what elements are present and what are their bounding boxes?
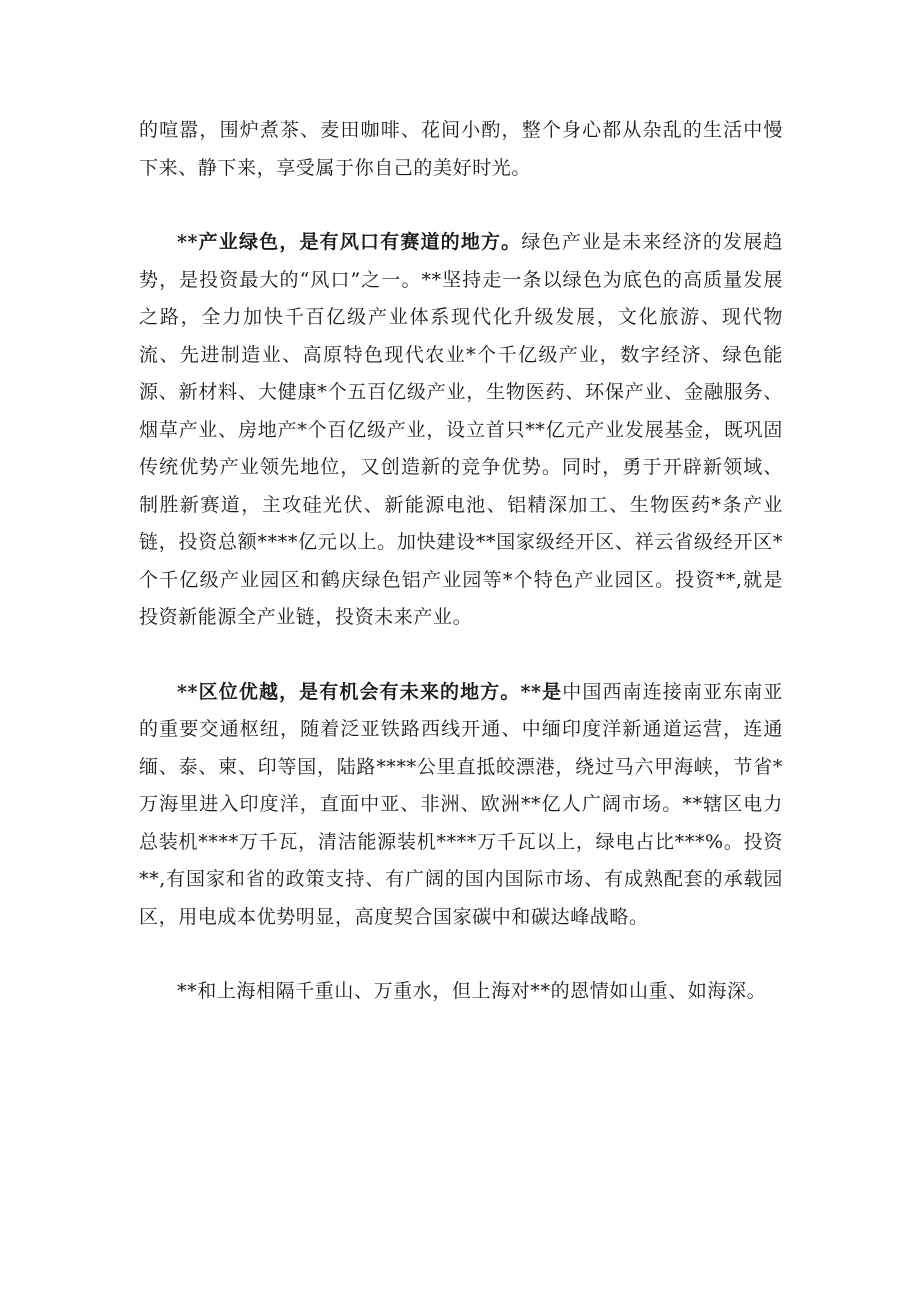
- paragraph-green-industry: [139, 224, 783, 637]
- paragraph-body-green-industry: 绿色产业是未来经济的发展趋势，是投资最大的“风口”之一。**坚持走一条以绿色为底色的高质量发展之路，全力加快千百亿级产业体系现代化升级发展，文化旅游、现代物流、先进制造业、高原特色现代农业*个千亿级产业，数字经济、绿色能源、新材料、大健康*个五百亿级产业，生物医药、环保产业、金融服务、烟草产业、房地产*个百亿级产业，设立首只**亿元产业发展基金，既巩固传统优势产业领先地位，又创造新的竞争优势。同时，勇于开辟新领域、制胜新赛道，主攻硅光伏、新能源电池、铝精深加工、生物医药*条产业链，投资总额****亿元以上。加快建设**国家级经开区、祥云省级经开区*个千亿级产业园区和鹤庆绿色铝产业园等*个特色产业园区。投资**,就是投资新能源全产业链，投资未来产业。: [139, 231, 783, 628]
- paragraph-location: [139, 674, 783, 937]
- paragraph-heading-location: **区位优越，是有机会有未来的地方。**是: [177, 680, 563, 703]
- paragraph-body-location: 中国西南连接南亚东南亚的重要交通枢纽，随着泛亚铁路西线开通、中缅印度洋新通道运营，连通缅、泰、柬、印等国，陆路****公里直抵皎漂港，绕过马六甲海峡，节省*万海里进入印度洋，直面中亚、非洲、欧洲**亿人广阔市场。**辖区电力总装机****万千瓦，清洁能源装机****万千瓦以上，绿电占比***%。投资**,有国家和省的政策支持、有广阔的国内国际市场、有成熟配套的承载园区，用电成本优势明显，高度契合国家碳中和碳达峰战略。: [139, 680, 783, 928]
- document-page: [139, 112, 783, 1011]
- paragraph-continuation: 的喧嚣，围炉煮茶、麦田咖啡、花间小酌，整个身心都从杂乱的生活中慢下来、静下来，享受属于你自己的美好时光。: [139, 119, 783, 179]
- paragraph-heading-green-industry: **产业绿色，是有风口有赛道的地方。: [177, 231, 522, 253]
- paragraph-shanghai: **和上海相隔千重山、万重水，但上海对**的恩情如山重、如海深。: [177, 980, 767, 1002]
